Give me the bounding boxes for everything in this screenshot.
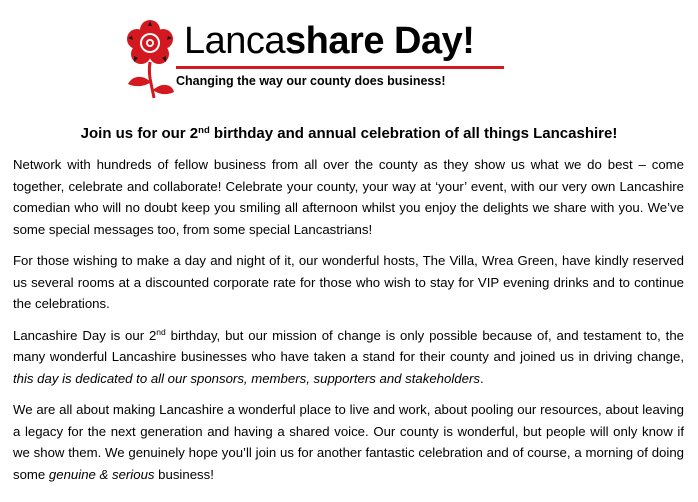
- closing-text-start: We are all about making Lancashire a wonderful place to live and work, about pooling our resources, about leaving a legacy for the next generation and having a shared voice. Our county is wonderful, but people will only know if we show them. We genuinely hope you’ll join us for another fantastic celebration and of course, a morning of doing some: [13, 402, 684, 482]
- body-text: [13, 154, 684, 495]
- heading-ordinal: nd: [198, 125, 210, 136]
- heading-text-start: Join us for our 2: [80, 125, 199, 142]
- paragraph-networking: Network with hundreds of fellow business from all over the county as they show us what we do best – come together, celebrate and collaborate! Celebrate your county, your way at ‘your’ event, with our very own Lancashire comedian who will no doubt keep you smiling all afternoon whilst you enjoy the delights we share with you. We’ve some special messages too, from some special Lancastrians!: [13, 157, 684, 237]
- mission-text-end: .: [479, 370, 484, 386]
- event-heading: [0, 125, 698, 143]
- paragraph-mission: [13, 325, 684, 390]
- wordmark-light: Lanca: [184, 20, 286, 62]
- logo-underline: [176, 66, 504, 69]
- closing-emphasis: genuine & serious: [48, 466, 155, 482]
- mission-text-start: Lancashire Day is our 2: [13, 327, 157, 343]
- logo-tagline: Changing the way our county does business!: [176, 74, 446, 88]
- paragraph-accommodation: For those wishing to make a day and night of it, our wonderful hosts, The Villa, Wrea Green, have kindly reserved us several rooms at a discounted corporate rate for those who wish to stay for VIP evening drinks and to continue the celebrations.: [13, 253, 684, 311]
- paragraph-closing: [13, 399, 684, 485]
- red-rose-icon: [124, 20, 176, 102]
- mission-text-mid: birthday, but our mission of change is only possible because of, and testament to, the many wonderful Lancashire businesses who have taken a stand for their county and joined us in driving change,: [13, 327, 684, 364]
- closing-text-end: business!: [154, 466, 214, 482]
- logo-wordmark: [184, 18, 474, 64]
- lancashare-day-logo: [124, 14, 524, 104]
- mission-dedication: this day is dedicated to all our sponsors, members, supporters and stakeholders: [13, 370, 480, 386]
- wordmark-bold: share Day!: [285, 20, 475, 62]
- heading-text-end: birthday and annual celebration of all things Lancashire!: [209, 125, 618, 142]
- mission-ordinal: nd: [156, 326, 166, 337]
